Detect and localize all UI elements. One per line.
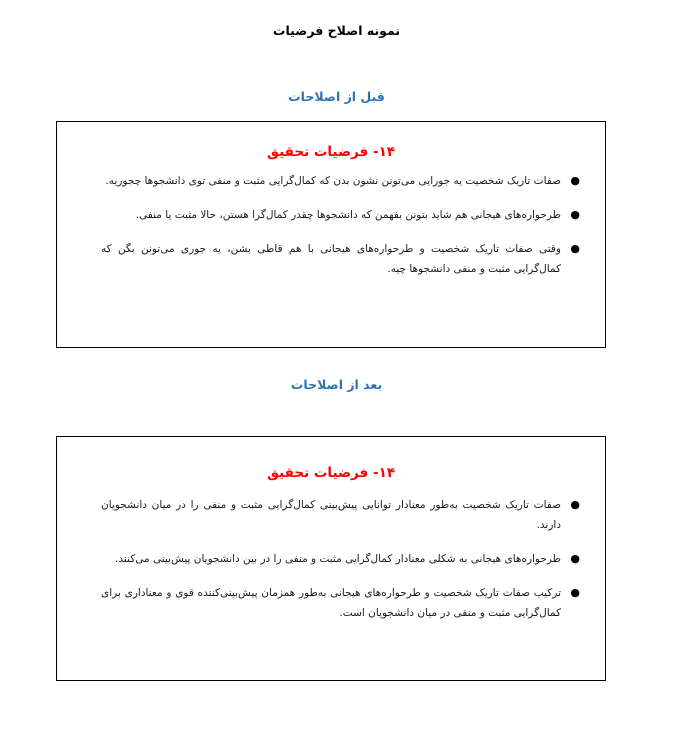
hypotheses-list-before — [57, 171, 605, 279]
list-item-text: صفات تاریک شخصیت یه جورایی می‌تونن نشون بدن که کمال‌گرایی مثبت و منفی توی دانشجوها چجوریه. — [105, 175, 561, 187]
hypotheses-box-after — [56, 436, 606, 681]
bullet-icon: ● — [570, 498, 580, 511]
list-item — [57, 205, 605, 225]
list-item — [57, 549, 605, 569]
list-item-text: وقتی صفات تاریک شخصیت و طرحواره‌های هیجانی با هم قاطی بشن، یه جوری می‌تونن بگن که کمال‌گرایی مثبت و منفی دانشجوها چیه. — [101, 243, 561, 275]
bullet-icon: ● — [570, 208, 580, 221]
section-caption-after: بعد از اصلاحات — [290, 377, 383, 392]
hypotheses-list-after — [57, 495, 605, 623]
bullet-icon: ● — [570, 552, 580, 565]
list-item-text: طرحواره‌های هیجانی هم شاید بتونن بفهمن که دانشجوها چقدر کمال‌گرا هستن، حالا مثبت یا منفی. — [135, 209, 561, 221]
box-heading-before: ۱۴- فرضیات تحقیق — [266, 144, 396, 160]
section-caption-before: قبل از اصلاحات — [288, 89, 385, 104]
bullet-icon: ● — [570, 242, 580, 255]
bullet-icon: ● — [570, 174, 580, 187]
list-item-text: طرحواره‌های هیجانی به شکلی معنادار کمال‌گرایی مثبت و منفی را در بین دانشجویان پیش‌بینی می‌کنند. — [115, 553, 561, 565]
list-item — [57, 171, 605, 191]
hypotheses-box-before — [56, 121, 606, 348]
list-item — [57, 495, 605, 535]
list-item — [57, 239, 605, 279]
page-title: نمونه اصلاح فرضیات — [272, 23, 401, 38]
list-item — [57, 583, 605, 623]
bullet-icon: ● — [570, 586, 580, 599]
box-heading-after: ۱۴- فرضیات تحقیق — [266, 465, 396, 481]
list-item-text: ترکیب صفات تاریک شخصیت و طرحواره‌های هیجانی به‌طور همزمان پیش‌بینی‌کننده قوی و معناداری برای کمال‌گرایی مثبت و منفی در میان دانشجویان است. — [101, 587, 561, 619]
list-item-text: صفات تاریک شخصیت به‌طور معنادار توانایی پیش‌بینی کمال‌گرایی مثبت و منفی را در میان دانشجویان دارند. — [101, 499, 561, 531]
